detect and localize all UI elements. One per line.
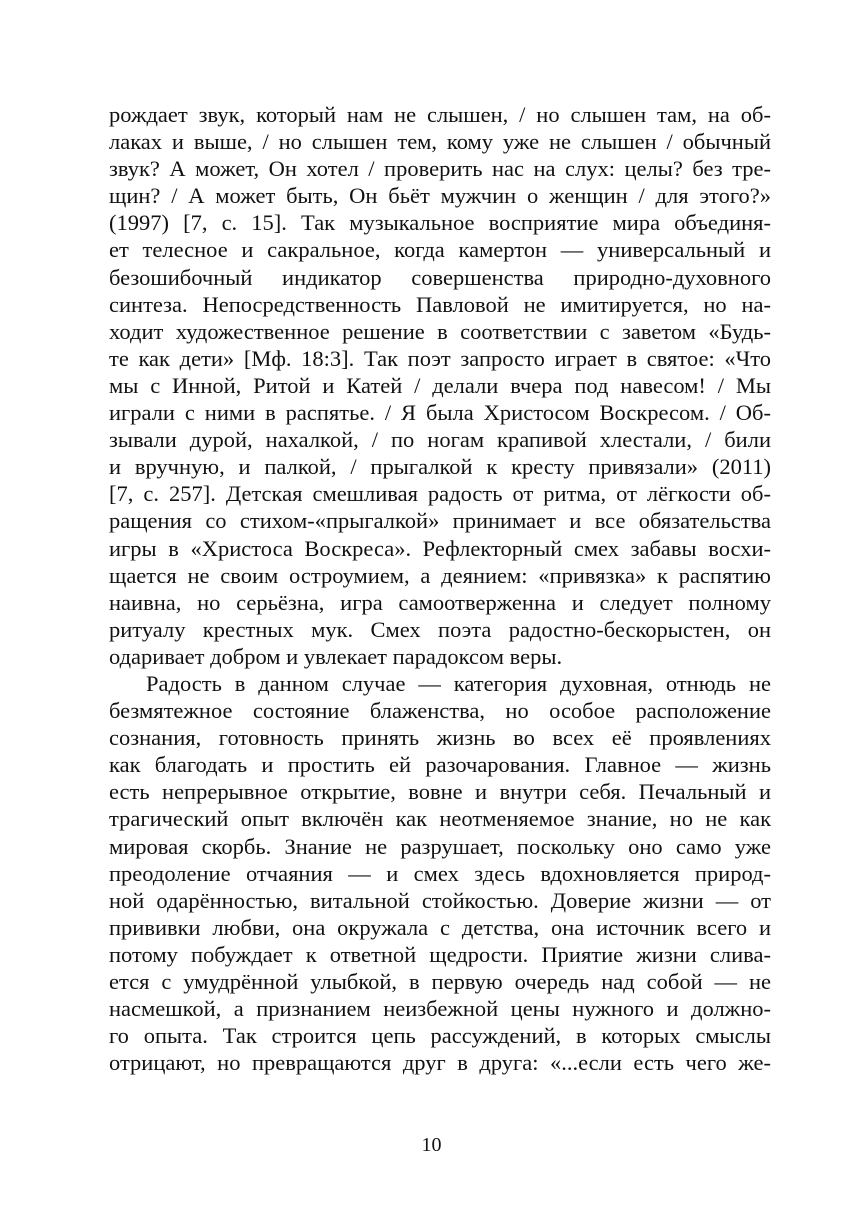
text-line: трагический опыт включён как неотменяемое знание, но не как xyxy=(109,806,771,832)
text-line: рождает звук, который нам не слышен, / но слышен там, на об- xyxy=(109,102,771,127)
text-line: [7, с. 257]. Детская смешливая радость от ритма, от лёгкости об- xyxy=(109,481,771,507)
text-line: прививки любви, она окружала с детства, она источник всего и xyxy=(109,914,771,940)
text-line: как благодать и простить ей разочарования. Главное — жизнь xyxy=(109,752,771,778)
text-line: мировая скорбь. Знание не разрушает, поскольку оно само уже xyxy=(109,833,771,859)
text-line: Радость в данном случае — категория духовная, отнюдь не xyxy=(146,670,771,696)
text-line: игры в «Христоса Воскреса». Рефлекторный смех забавы восхи- xyxy=(109,535,771,561)
text-line: отрицают, но превращаются друг в друга: «...если есть чего же- xyxy=(109,1050,771,1076)
text-line: те как дети» [Мф. 18:3]. Так поэт запросто играет в святое: «Что xyxy=(109,345,771,371)
text-line: ной одарённостью, витальной стойкостью. Доверие жизни — от xyxy=(109,887,771,913)
text-line: наивна, но серьёзна, игра самоотверженна и следует полному xyxy=(109,589,771,615)
text-line: насмешкой, а признанием неизбежной цены нужного и должно- xyxy=(109,996,771,1022)
text-line: потому побуждает к ответной щедрости. Приятие жизни слива- xyxy=(109,941,771,967)
text-line: преодоление отчаяния — и смех здесь вдохновляется природ- xyxy=(109,860,771,886)
text-line: ращения со стихом-«прыгалкой» принимает и все обязательства xyxy=(109,508,771,534)
text-line: синтеза. Непосредственность Павловой не имитируется, но на- xyxy=(109,291,771,317)
page-number: 10 xyxy=(421,1134,442,1156)
text-line: щин? / А может быть, Он бьёт мужчин о женщин / для этого?» xyxy=(109,183,771,209)
text-line: щается не своим остроумием, а деянием: «привязка» к распятию xyxy=(109,562,771,588)
text-line: го опыта. Так строится цепь рассуждений, в которых смыслы xyxy=(109,1023,771,1049)
text-line: играли с ними в распятье. / Я была Христосом Воскресом. / Об- xyxy=(109,400,771,426)
text-line: ет телесное и сакральное, когда камертон — универсальный и xyxy=(109,237,771,263)
text-line: безошибочный индикатор совершенства природно-духовного xyxy=(109,264,771,290)
text-line: (1997) [7, с. 15]. Так музыкальное восприятие мира объединя- xyxy=(109,210,771,236)
text-line: зывали дурой, нахалкой, / по ногам крапивой хлестали, / били xyxy=(109,427,771,453)
body-text xyxy=(109,101,771,1076)
text-line: ритуалу крестных мук. Смех поэта радостно-бескорыстен, он xyxy=(109,616,771,642)
text-line: одаривает добром и увлекает парадоксом веры. xyxy=(109,643,563,669)
text-line: ется с умудрённой улыбкой, в первую очередь над собой — не xyxy=(109,969,771,994)
text-line: сознания, готовность принять жизнь во всех её проявлениях xyxy=(109,725,771,751)
text-line: мы с Инной, Ритой и Катей / делали вчера под навесом! / Мы xyxy=(109,372,771,398)
text-line: и вручную, и палкой, / прыгалкой к кресту привязали» (2011) xyxy=(109,454,771,480)
text-line: лаках и выше, / но слышен тем, кому уже не слышен / обычный xyxy=(109,129,771,155)
text-line: есть непрерывное открытие, вовне и внутри себя. Печальный и xyxy=(109,779,771,805)
text-line: ходит художественное решение в соответствии с заветом «Будь- xyxy=(109,318,771,344)
text-line: звук? А может, Он хотел / проверить нас на слух: целы? без тре- xyxy=(109,156,771,182)
text-line: безмятежное состояние блаженства, но особое расположение xyxy=(109,698,771,724)
